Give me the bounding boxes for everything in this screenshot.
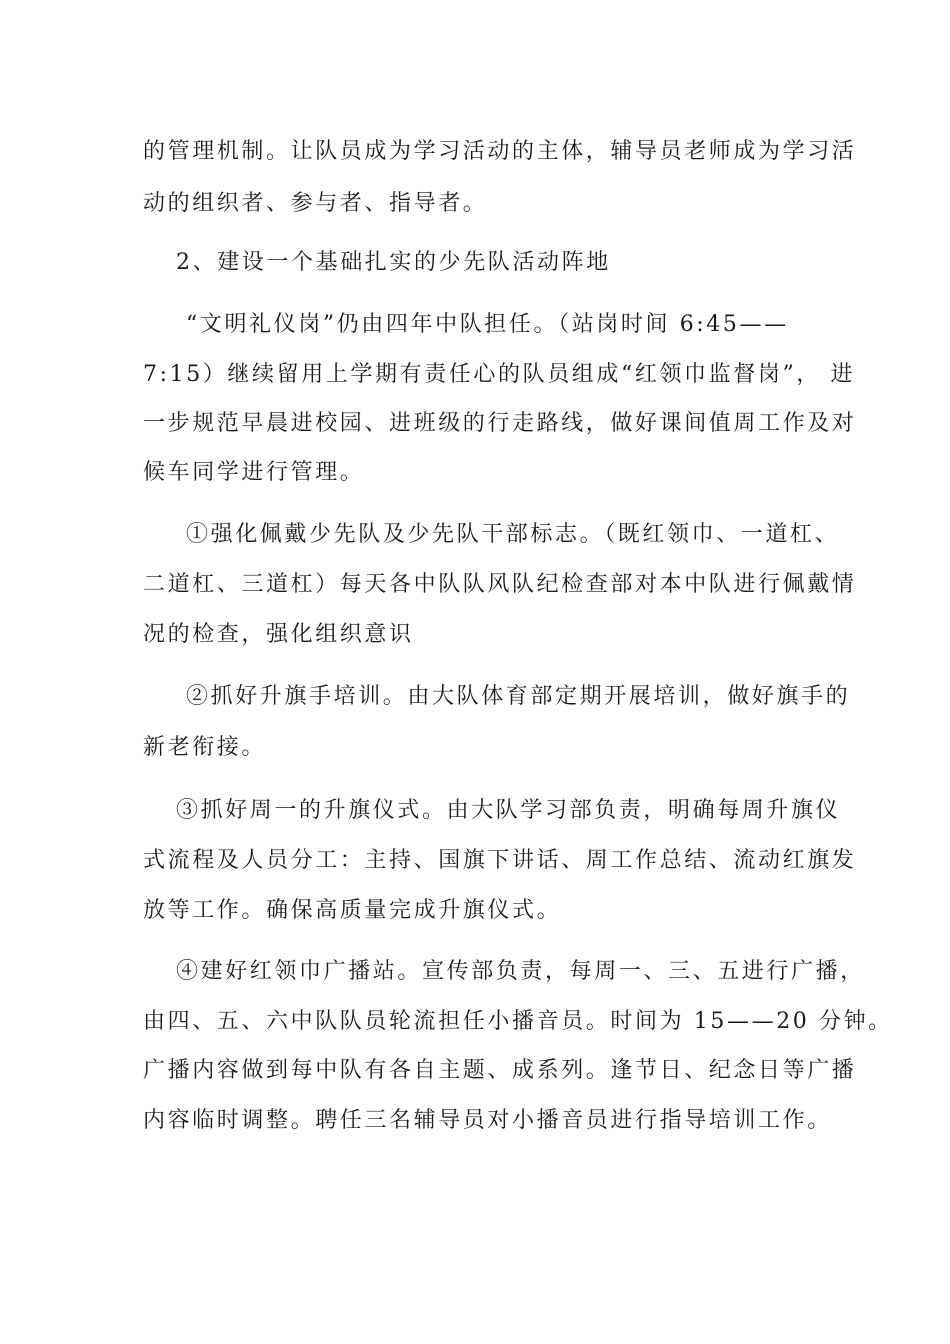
text-line: 候车同学进行管理。 <box>143 460 365 485</box>
list-item-2: ②抓好升旗手培训。由大队体育部定期开展培训，做好旗手的 <box>186 684 851 709</box>
list-item-3: ③抓好周一的升旗仪式。由大队学习部负责，明确每周升旗仪 <box>176 798 841 823</box>
text-line: 内容临时调整。聘任三名辅导员对小播音员进行指导培训工作。 <box>143 1108 832 1133</box>
list-item-4: ④建好红领巾广播站。宣传部负责，每周一、三、五进行广播， <box>176 959 865 984</box>
list-item-1: ①强化佩戴少先队及少先队干部标志。（既红领巾、一道杠、 <box>186 522 840 547</box>
text-line: 放等工作。确保高质量完成升旗仪式。 <box>143 898 562 923</box>
text-line: 动的组织者、参与者、指导者。 <box>143 191 488 216</box>
text-line: 新老衔接。 <box>143 735 267 760</box>
text-line: 7:15）继续留用上学期有责任心的队员组成“红领巾监督岗”， 进 <box>143 362 856 387</box>
text-line: 由四、五、六中队队员轮流担任小播音员。时间为 15——20 分钟。 <box>143 1009 893 1034</box>
text-line: 的管理机制。让队员成为学习活动的主体，辅导员老师成为学习活 <box>143 139 857 164</box>
text-line: 广播内容做到每中队有各自主题、成系列。逢节日、纪念日等广播 <box>143 1058 857 1083</box>
text-line: 二道杠、三道杠）每天各中队队风队纪检查部对本中队进行佩戴情 <box>143 572 857 597</box>
text-line: 况的检查，强化组织意识 <box>143 622 414 647</box>
text-line: “文明礼仪岗”仍由四年中队担任。（站岗时间 6:45—— <box>186 312 789 337</box>
text-line: 一步规范早晨进校园、进班级的行走路线，做好课间值周工作及对 <box>143 411 857 436</box>
text-line: 式流程及人员分工：主持、国旗下讲话、周工作总结、流动红旗发 <box>143 848 857 873</box>
section-heading: 2、建设一个基础扎实的少先队活动阵地 <box>176 250 611 275</box>
